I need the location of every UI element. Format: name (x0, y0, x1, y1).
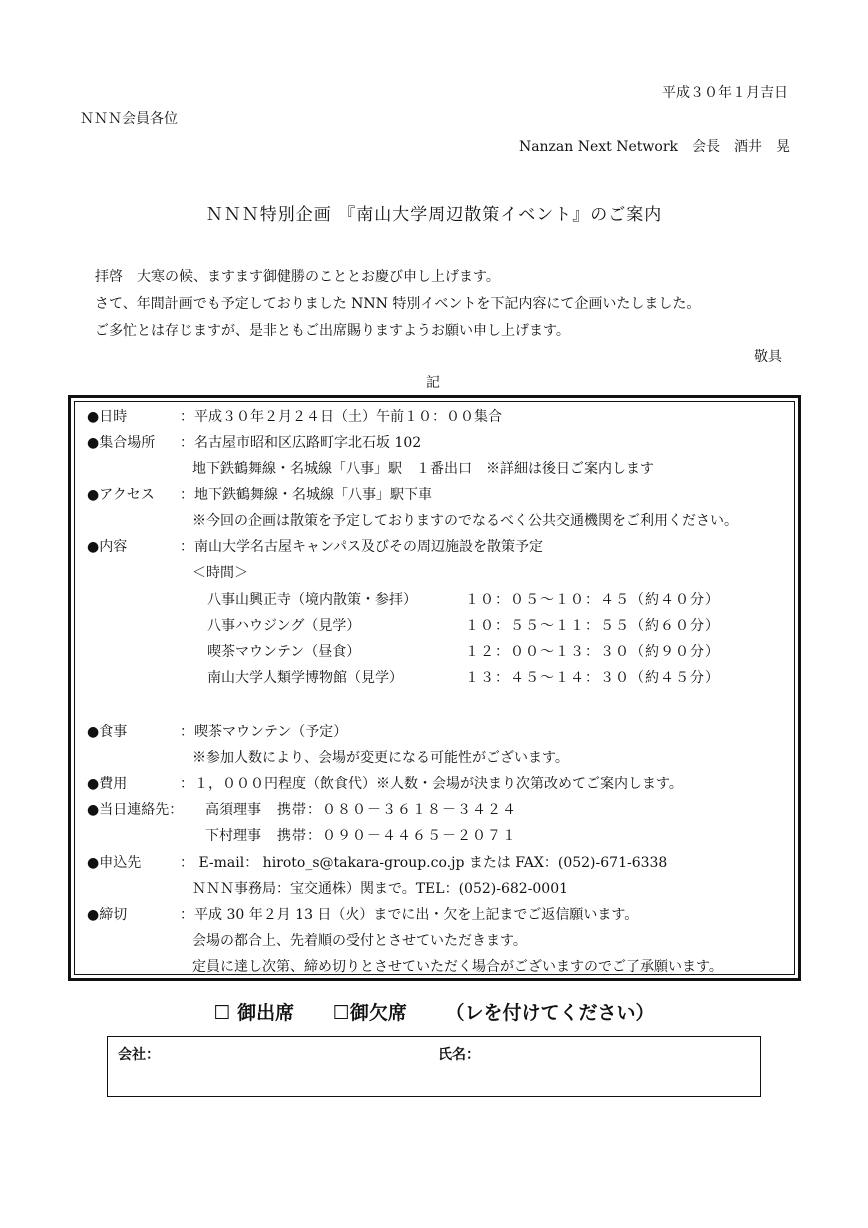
recipient: ＮＮＮ会員各位 (80, 111, 178, 127)
meal-label: ●食事 (87, 724, 128, 740)
datetime-value: ：平成３０年２月２４日（土）午前１０：００集合 (180, 409, 502, 425)
attendance-options (0, 998, 868, 1025)
attendance-instruction: （レを付けてください） (445, 1002, 655, 1024)
ki-heading: 記 (426, 375, 440, 391)
datetime-label: ●日時 (87, 409, 128, 425)
schedule-time: １３：４５～１４：３０（約４５分） (465, 670, 720, 686)
document-title: ＮＮＮ特別企画 『南山大学周辺散策イベント』のご案内 (205, 205, 663, 225)
intro-line-1: 拝啓 大寒の候、ますます御健勝のこととお慶び申し上げます。 (95, 269, 500, 285)
intro-line-2: さて、年間計画でも予定しておりました NNN 特別イベントを下記内容にて企画いたしました。 (95, 296, 701, 312)
meal-value: ：喫茶マウンテン（予定） (180, 724, 348, 740)
meal-note: ※参加人数により、会場が変更になる可能性がございます。 (192, 750, 569, 766)
intro-line-3: ご多忙とは存じますが、是非ともご出席賜りますようお願い申し上げます。 (95, 323, 570, 339)
contact-name: 高須理事 (205, 802, 261, 818)
place-note: 地下鉄鶴舞線・名城線「八事」駅 １番出口 ※詳細は後日ご案内します (192, 461, 654, 477)
schedule-time: １０：５５～１１：５５（約６０分） (465, 618, 720, 634)
schedule-place: 南山大学人類学博物館（見学） (207, 670, 403, 686)
access-label: ●アクセス (87, 487, 155, 503)
document-date: 平成３０年１月吉日 (662, 85, 788, 101)
deadline-value: ：平成 30 年２月 13 日（火）までに出・欠を上記までご返信願います。 (180, 907, 639, 923)
schedule-place: 喫茶マウンテン（昼食） (207, 644, 361, 660)
closing-word: 敬具 (754, 349, 782, 365)
contact-name: 下村理事 (205, 828, 261, 844)
details-box (68, 395, 801, 981)
schedule-place: 八事山興正寺（境内散策・参拝） (207, 592, 417, 608)
details-box-inner (74, 401, 795, 975)
content-label: ●内容 (87, 539, 128, 555)
place-label: ●集合場所 (87, 435, 156, 451)
deadline-note-2: 定員に達し次第、締め切りとさせていただく場合がございますのでご了承願います。 (192, 959, 723, 975)
contact-tel: 携帯：０８０－３６１８－３４２４ (277, 802, 517, 818)
name-field-label[interactable]: 氏名： (438, 1047, 480, 1063)
fee-label: ●費用 (87, 776, 128, 792)
reply-form (107, 1036, 761, 1097)
absent-checkbox[interactable]: ☐御欠席 (332, 1002, 407, 1024)
contact-tel: 携帯：０９０－４４６５－２０７１ (277, 828, 517, 844)
fee-value: ：１，０００円程度（飲食代）※人数・会場が決まり次第改めてご案内します。 (180, 776, 683, 792)
time-header: ＜時間＞ (192, 565, 248, 581)
schedule-time: １２：００～１３：３０（約９０分） (465, 644, 720, 660)
deadline-label: ●締切 (87, 907, 128, 923)
place-value: ：名古屋市昭和区広路町字北石坂 102 (180, 435, 422, 451)
access-value: ：地下鉄鶴舞線・名城線「八事」駅下車 (180, 487, 432, 503)
contact-label: ●当日連絡先： (87, 802, 184, 818)
schedule-time: １０：０５～１０：４５（約４０分） (465, 592, 720, 608)
sender: Nanzan Next Network 会長 酒井 晃 (518, 139, 790, 155)
access-note: ※今回の企画は散策を予定しておりますのでなるべく公共交通機関をご利用ください。 (192, 513, 738, 529)
apply-note: ＮＮＮ事務局：宝交通株）関まで。TEL：(052)-682-0001 (192, 881, 569, 897)
apply-value: ： E-mail： hiroto_s@takara-group.co.jp または FAX：(052)-671-6338 (180, 855, 668, 871)
apply-label: ●申込先 (87, 855, 142, 871)
attend-checkbox[interactable]: ☐ 御出席 (213, 1002, 295, 1024)
content-value: ：南山大学名古屋キャンパス及びその周辺施設を散策予定 (180, 539, 544, 555)
company-field-label[interactable]: 会社： (118, 1047, 160, 1063)
deadline-note-1: 会場の都合上、先着順の受付とさせていただきます。 (192, 933, 527, 949)
schedule-place: 八事ハウジング（見学） (207, 618, 361, 634)
